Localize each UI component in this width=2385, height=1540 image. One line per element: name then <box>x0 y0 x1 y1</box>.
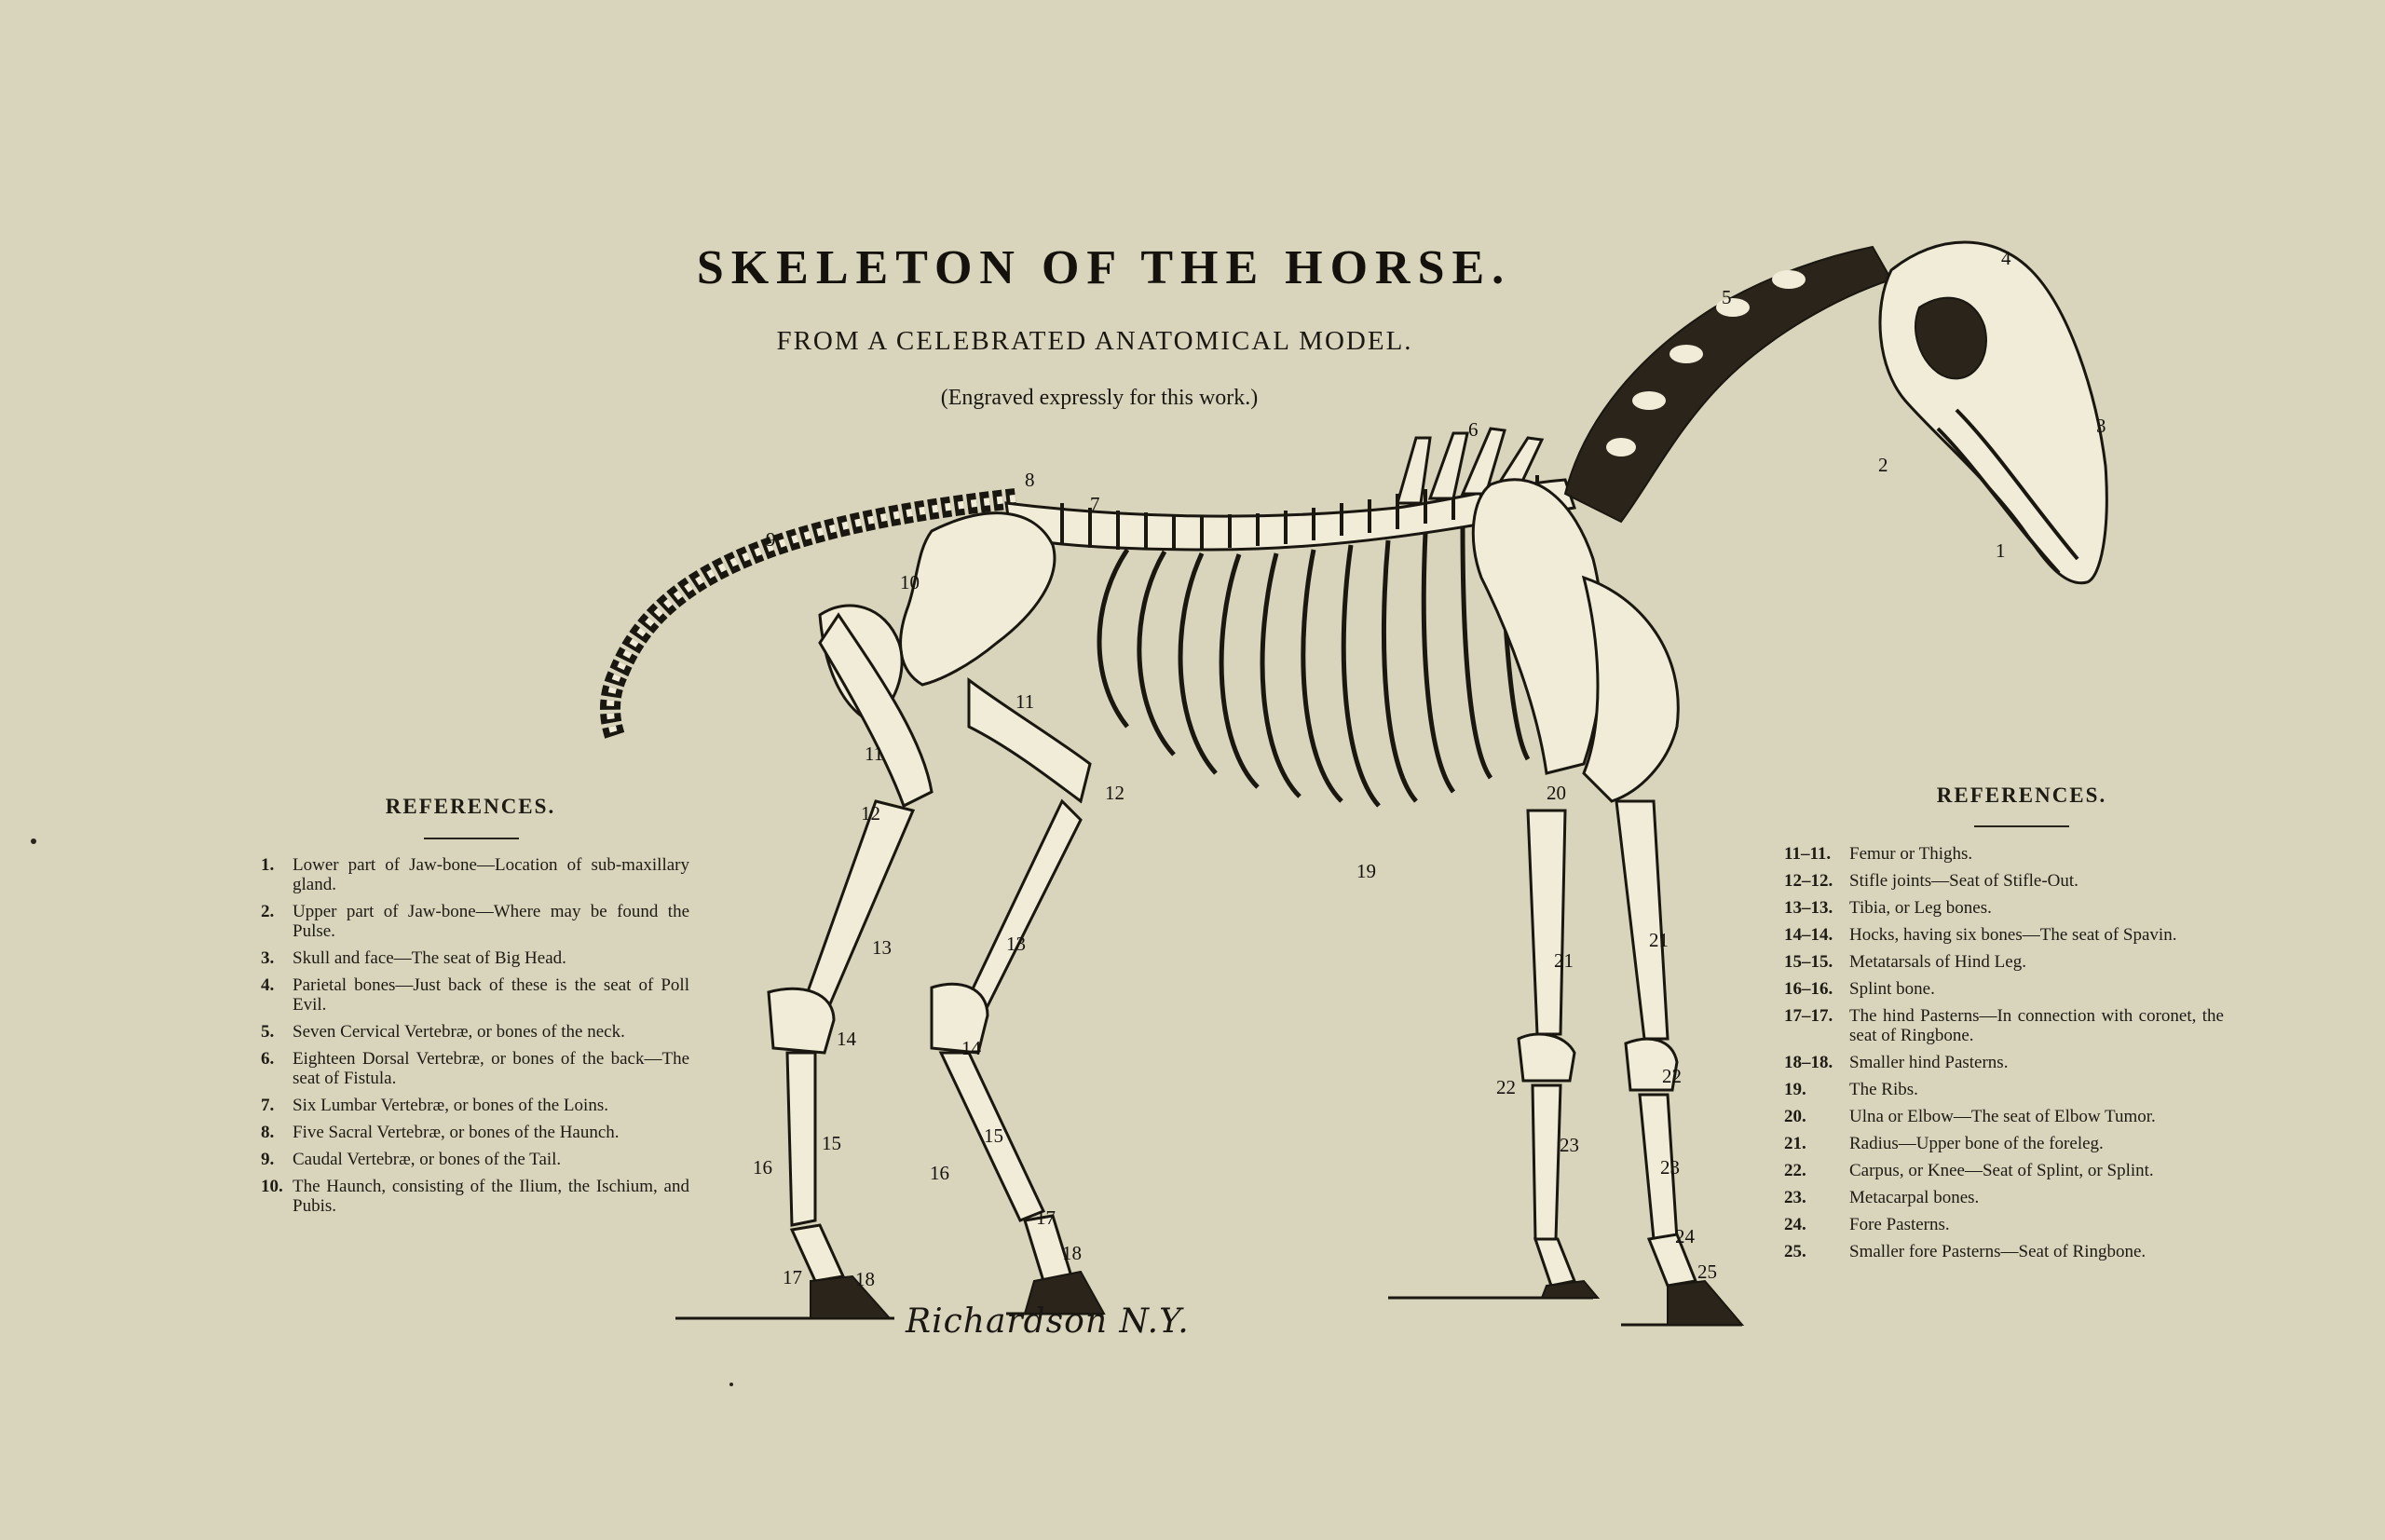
label-11-far: 11 <box>1015 690 1035 713</box>
reference-number: 12–12. <box>1784 871 1833 891</box>
reference-item <box>1784 844 2224 864</box>
reference-text: Five Sacral Vertebræ, or bones of the Haunch. <box>293 1123 620 1142</box>
reference-number: 3. <box>261 948 275 968</box>
page-title: SKELETON OF THE HORSE. <box>696 241 1512 294</box>
label-19: 19 <box>1356 860 1376 882</box>
reference-item <box>261 1049 689 1088</box>
label-15-near: 15 <box>822 1132 841 1154</box>
label-12-near: 12 <box>861 802 880 825</box>
reference-item <box>1784 1215 2224 1234</box>
reference-text: Metatarsals of Hind Leg. <box>1849 952 2026 972</box>
reference-number: 18–18. <box>1784 1053 1833 1072</box>
reference-number: 1. <box>261 855 275 875</box>
label-11-near: 11 <box>865 743 884 765</box>
label-7: 7 <box>1090 493 1100 515</box>
reference-text: Hocks, having six bones—The seat of Spavin. <box>1849 925 2177 945</box>
reference-item <box>261 1177 689 1216</box>
label-16-far: 16 <box>930 1162 949 1184</box>
reference-number: 11–11. <box>1784 844 1832 864</box>
skull <box>1880 242 2106 583</box>
reference-number: 15–15. <box>1784 952 1833 972</box>
reference-number: 9. <box>261 1150 275 1169</box>
reference-number: 17–17. <box>1784 1006 1833 1026</box>
reference-number: 19. <box>1784 1080 1806 1099</box>
label-6: 6 <box>1468 418 1479 441</box>
reference-text: Caudal Vertebræ, or bones of the Tail. <box>293 1150 562 1169</box>
reference-item <box>261 975 689 1015</box>
reference-item <box>261 1123 689 1142</box>
reference-number: 4. <box>261 975 275 995</box>
reference-item <box>1784 952 2224 972</box>
engraved-note: (Engraved expressly for this work.) <box>940 386 1259 410</box>
label-16-near: 16 <box>753 1156 772 1179</box>
reference-item <box>1784 979 2224 999</box>
reference-text: The hind Pasterns—In connection with coronet, the seat of Ringbone. <box>1849 1006 2224 1045</box>
reference-number: 13–13. <box>1784 898 1833 918</box>
label-4: 4 <box>2001 247 2011 269</box>
reference-number: 25. <box>1784 1242 1806 1261</box>
references-left-list <box>261 855 689 1223</box>
reference-item <box>1784 871 2224 891</box>
reference-text: Seven Cervical Vertebræ, or bones of the neck. <box>293 1022 625 1042</box>
references-left-rule <box>424 838 519 839</box>
reference-text: Ulna or Elbow—The seat of Elbow Tumor. <box>1849 1107 2156 1126</box>
page-subtitle: FROM A CELEBRATED ANATOMICAL MODEL. <box>776 326 1413 356</box>
reference-number: 5. <box>261 1022 275 1042</box>
reference-item <box>261 1150 689 1169</box>
shoulder-blade <box>1473 480 1678 801</box>
reference-item <box>261 855 689 894</box>
label-14-near: 14 <box>837 1028 856 1050</box>
reference-number: 16–16. <box>1784 979 1833 999</box>
fore-legs <box>1519 801 1742 1325</box>
label-8: 8 <box>1025 469 1035 491</box>
reference-text: Tibia, or Leg bones. <box>1849 898 1992 918</box>
label-17-near: 17 <box>783 1266 802 1288</box>
label-18-far: 18 <box>1062 1242 1082 1264</box>
reference-number: 23. <box>1784 1188 1806 1207</box>
label-9: 9 <box>766 528 776 551</box>
references-right-list <box>1784 844 2224 1269</box>
reference-item <box>1784 925 2224 945</box>
reference-number: 7. <box>261 1096 275 1115</box>
label-1: 1 <box>1996 539 2006 562</box>
label-21-left: 21 <box>1554 949 1574 972</box>
reference-item <box>261 1096 689 1115</box>
reference-number: 6. <box>261 1049 275 1069</box>
label-22-left: 22 <box>1496 1076 1516 1098</box>
reference-text: The Haunch, consisting of the Ilium, the Ischium, and Pubis. <box>293 1177 689 1216</box>
label-21-right: 21 <box>1649 929 1669 951</box>
reference-text: Fore Pasterns. <box>1849 1215 1950 1234</box>
reference-text: Smaller fore Pasterns—Seat of Ringbone. <box>1849 1242 2146 1261</box>
reference-item <box>1784 1242 2224 1261</box>
reference-item <box>1784 1107 2224 1126</box>
reference-number: 14–14. <box>1784 925 1833 945</box>
reference-number: 21. <box>1784 1134 1806 1153</box>
label-22-right: 22 <box>1662 1065 1682 1087</box>
reference-item <box>1784 898 2224 918</box>
label-10: 10 <box>900 571 920 593</box>
references-right-heading: REFERENCES. <box>1936 784 2107 807</box>
label-17-far: 17 <box>1036 1206 1056 1229</box>
reference-number: 20. <box>1784 1107 1806 1126</box>
label-23-left: 23 <box>1560 1134 1579 1156</box>
reference-item <box>261 1022 689 1042</box>
reference-item <box>1784 1134 2224 1153</box>
reference-number: 24. <box>1784 1215 1806 1234</box>
label-18-near: 18 <box>855 1268 875 1290</box>
reference-text: Splint bone. <box>1849 979 1935 999</box>
label-12-far: 12 <box>1105 782 1124 804</box>
reference-number: 22. <box>1784 1161 1806 1180</box>
label-23-right: 23 <box>1660 1156 1680 1179</box>
label-13-far: 13 <box>1006 933 1026 955</box>
reference-item <box>1784 1053 2224 1072</box>
label-13-near: 13 <box>872 936 892 959</box>
reference-text: Stifle joints—Seat of Stifle-Out. <box>1849 871 2078 891</box>
reference-item <box>1784 1080 2224 1099</box>
reference-text: The Ribs. <box>1849 1080 1918 1099</box>
reference-item <box>261 948 689 968</box>
label-5: 5 <box>1722 286 1732 308</box>
reference-number: 8. <box>261 1123 275 1142</box>
label-20: 20 <box>1547 782 1566 804</box>
reference-text: Six Lumbar Vertebræ, or bones of the Loins. <box>293 1096 608 1115</box>
label-2: 2 <box>1878 454 1888 476</box>
reference-number: 2. <box>261 902 275 921</box>
reference-text: Femur or Thighs. <box>1849 844 1973 864</box>
references-left-heading: REFERENCES. <box>385 795 556 818</box>
reference-text: Lower part of Jaw-bone—Location of sub-maxillary gland. <box>293 855 689 894</box>
reference-text: Eighteen Dorsal Vertebræ, or bones of the back—The seat of Fistula. <box>293 1049 689 1088</box>
label-14-far: 14 <box>961 1037 981 1059</box>
reference-text: Smaller hind Pasterns. <box>1849 1053 2009 1072</box>
reference-text: Skull and face—The seat of Big Head. <box>293 948 566 968</box>
engraver-signature: Richardson N.Y. <box>906 1302 1190 1341</box>
reference-item <box>1784 1006 2224 1045</box>
reference-text: Carpus, or Knee—Seat of Splint, or Splint. <box>1849 1161 2154 1180</box>
reference-text: Parietal bones—Just back of these is the seat of Poll Evil. <box>293 975 689 1015</box>
reference-text: Metacarpal bones. <box>1849 1188 1980 1207</box>
reference-text: Upper part of Jaw-bone—Where may be found the Pulse. <box>293 902 689 941</box>
reference-item <box>1784 1161 2224 1180</box>
label-24: 24 <box>1675 1225 1695 1247</box>
label-15-far: 15 <box>984 1124 1003 1147</box>
reference-text: Radius—Upper bone of the foreleg. <box>1849 1134 2104 1153</box>
reference-number: 10. <box>261 1177 283 1196</box>
label-25: 25 <box>1697 1261 1717 1283</box>
references-right-rule <box>1974 825 2069 827</box>
reference-item <box>1784 1188 2224 1207</box>
label-3: 3 <box>2096 415 2106 437</box>
reference-item <box>261 902 689 941</box>
